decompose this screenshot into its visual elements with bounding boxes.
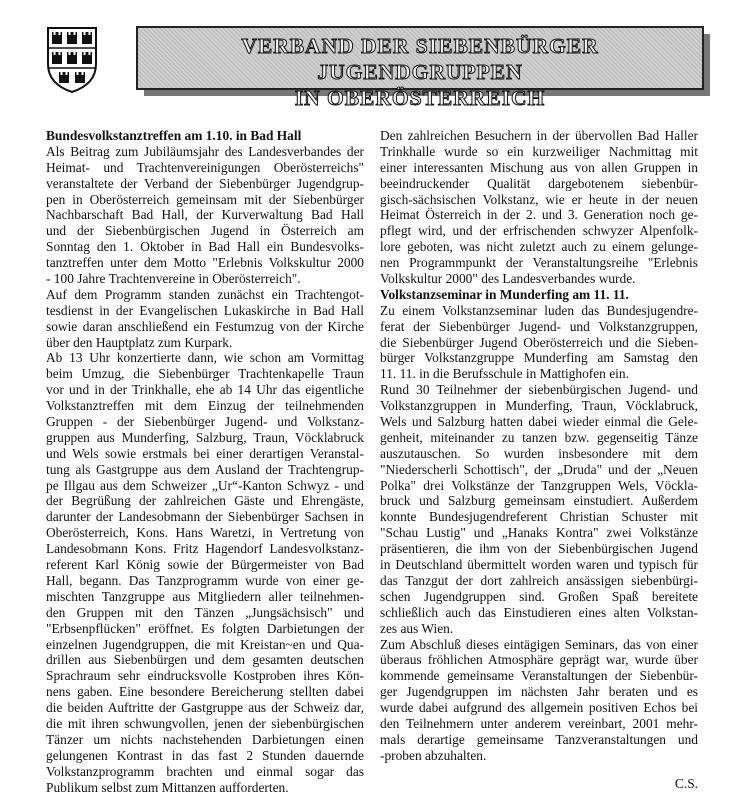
text-line: Volkstanzprogramm brachten und einmal sogar das	[46, 763, 364, 779]
text-line: tung als Gastgruppe aus dem Ausland der Trachtengrup-	[46, 461, 364, 477]
text-line: beeindruckender Qualität dargebotenem siebenbür-	[380, 175, 698, 191]
text-line: einer interessanten Mischung aus von allen Gruppen in	[380, 159, 698, 175]
text-line: "Niederscherli Schottisch", der „Druda" und der „Neuen	[380, 461, 698, 477]
section-heading: Volkstanzseminar in Munderfing am 11. 11.	[380, 286, 629, 302]
text-line: tesdienst in der Evangelischen Lukaskirche in Bad Hall	[46, 302, 364, 318]
text-line: gelungenen Kontrast in das fast 2 Stunden dauernde	[46, 747, 364, 763]
author-signature: C.S.	[674, 775, 698, 791]
text-line: Polka" drei Volkstänze der Tanzgruppen Wels, Vöckla-	[380, 477, 698, 493]
text-line: Auf dem Programm standen zunächst ein Trachtengot-	[46, 286, 364, 302]
text-line: ferat der Siebenbürger Jugend- und Volkstanzgruppen,	[380, 318, 698, 334]
text-line: vor und in der Trinkhalle, ehe ab 14 Uhr das eigentliche	[46, 382, 364, 398]
text-line: Oberösterreich, Kons. Hans Waretzi, in Vertretung von	[46, 525, 364, 541]
text-line: die mit ihren schwungvollen, jenen der siebenbürgischen	[46, 715, 364, 731]
text-line: ger Jugendgruppen im nächsten Jahr beraten und es	[380, 684, 698, 700]
text-line: die Siebenbürger Jugend Oberösterreich und die Sieben-	[380, 334, 698, 350]
text-line: lore geboten, was nicht zuletzt auch zu einem gelunge-	[380, 239, 698, 255]
text-line: Publikum selbst zum Mittanzen aufforderten.	[46, 779, 289, 795]
text-line: Wels und Salzburg hatten dabei wieder einmal die Gele-	[380, 414, 698, 430]
text-line: Sprachraum sehr eindrucksvolle Kostproben ihres Kön-	[46, 668, 364, 684]
right-text-column	[380, 128, 698, 792]
text-line: gruppen aus Munderfing, Salzburg, Traun, Vöcklabruck	[46, 429, 364, 445]
text-line: Den zahlreichen Besuchern in der übervollen Bad Haller	[380, 128, 698, 143]
text-line: präsentieren, die ihm von der Siebenbürgischen Jugend	[380, 541, 698, 557]
text-line: schließlich auch das Einstudieren eines alten Volkstan-	[380, 604, 698, 620]
text-line: Zu einem Volkstanzseminar luden das Bundesjugendre-	[380, 302, 698, 318]
text-line: Sonntag den 1. Oktober in Bad Hall ein Bundesvolks-	[46, 239, 364, 255]
text-line: den Teilnehmern unter anderem vereinbart, 2001 mehr-	[380, 715, 698, 731]
text-line: Zum Abschluß dieses eintägigen Seminars, das von einer	[380, 636, 698, 652]
text-line: Nachbarschaft Bad Hall, der Kurverwaltung Bad Hall	[46, 207, 364, 223]
text-line: referent Karl König sowie der Bürgermeister von Bad	[46, 557, 364, 573]
text-line: nen Programmpunkt der Veranstaltungsreihe "Erlebnis	[380, 255, 698, 271]
text-line: nens gaben. Eine besondere Bereicherung stellten dabei	[46, 684, 364, 700]
text-line: sowie daran anschließend ein Festumzug von der Kirche	[46, 318, 364, 334]
text-line: der Begrüßung der zahlreichen Gäste und Ehrengäste,	[46, 493, 364, 509]
text-line: Volkstanzgruppen in Munderfing, Traun, Vöcklabruck,	[380, 398, 698, 414]
text-line: pe Illgau aus dem Schweizer „Ur“-Kanton Schwyz - und	[46, 477, 364, 493]
section-heading: Bundesvolkstanztreffen am 1.10. in Bad Hall	[46, 128, 302, 143]
text-line: Gruppen - der Siebenbürger Jugend- und Volkstanz-	[46, 414, 364, 430]
text-line: bürger Volkstanzgruppe Munderfing am Samstag den	[380, 350, 698, 366]
text-line: pen in Oberösterreich gemeinsam mit der Siebenbürger	[46, 191, 364, 207]
text-line: Ab 13 Uhr konzertierte dann, wie schon am Vormittag	[46, 350, 364, 366]
text-line: beim Umzug, die Siebenbürger Trachtenkapelle Traun	[46, 366, 364, 382]
text-line: einzelnen Jugendgruppen, die mit Kreistan~en und Qua-	[46, 636, 364, 652]
text-line: die beiden Auftritte der Gastgruppe aus der Schweiz dar,	[46, 700, 364, 716]
text-line: schen Jugendgruppen sind. Großen Spaß bereitete	[380, 588, 698, 604]
title-banner	[136, 26, 704, 110]
text-line: drillen aus Siebenbürgen und dem gesamten deutschen	[46, 652, 364, 668]
text-line: veranstaltete der Verband der Siebenbürger Jugendgrup-	[46, 175, 364, 191]
text-line: überaus fröhlichen Atmosphäre geprägt war, wurde über	[380, 652, 698, 668]
text-line: 11. 11. in die Berufsschule in Mattighofen ein.	[380, 366, 629, 382]
banner-title-line-1: VERBAND DER SIEBENBÜRGER JUGENDGRUPPEN	[241, 34, 599, 84]
text-line: Als Beitrag zum Jubiläumsjahr des Landesverbandes der	[46, 143, 364, 159]
text-line: wurde dabei aufgrund des allgemein positiven Echos bei	[380, 700, 698, 716]
text-line: "Schau Lustig" und „Hanaks Kontra" zwei Volkstänze	[380, 525, 698, 541]
banner-title-line-2: IN OBERÖSTERREICH	[294, 86, 546, 110]
text-line: und der Siebenbürgischen Jugend in Österreich am	[46, 223, 364, 239]
text-line: in Deutschland übermittelt worden waren und typisch für	[380, 557, 698, 573]
text-line: Rund 30 Teilnehmer der siebenbürgischen Jugend- und	[380, 382, 698, 398]
text-line: das Tanzgut der dort zahlreich ansässigen siebenbürgi-	[380, 572, 698, 588]
text-line: -proben abzuhalten.	[380, 747, 487, 763]
text-line: Volkskultur 2000" des Landesverbandes wurde.	[380, 271, 636, 287]
text-line: Heimat- und Trachtenvereinigungen Oberösterreichs"	[46, 159, 364, 175]
text-line: den Gruppen mit den Tänzen „Jungsächsisch" und	[46, 604, 364, 620]
text-line: Tänzer um nichts nachstehenden Darbietungen einen	[46, 731, 364, 747]
text-line: über den Hauptplatz zum Kurpark.	[46, 334, 233, 350]
text-line: Volkstanztreffen mit dem Einzug der teilnehmenden	[46, 398, 364, 414]
text-line: auszutauschen. So wurden insbesondere mit dem	[380, 445, 698, 461]
text-line: darunter der Landesobmann der Siebenbürger Sachsen in	[46, 509, 364, 525]
text-line: mals derartige gemeinsame Tanzveranstaltungen und	[380, 731, 698, 747]
text-line: genheit, miteinander zu tanzen bzw. gegenseitig Tänze	[380, 429, 698, 445]
text-line: und Wels sowie erstmals bei einer derartigen Veranstal-	[46, 445, 364, 461]
text-line: Trinkhalle wurde so ein kurzweiliger Nachmittag mit	[380, 143, 698, 159]
text-line: tanztreffen unter dem Motto "Erlebnis Volkskultur 2000	[46, 255, 364, 271]
text-line: "Erbsenpflücken" eröffnet. Es folgten Darbietungen der	[46, 620, 364, 636]
text-line: bruck und Salzburg gemeinsam einstudiert. Außerdem	[380, 493, 698, 509]
text-line: zes aus Wien.	[380, 620, 454, 636]
text-line: Landesobmann Kons. Fritz Hagendorf Landesvolkstanz-	[46, 541, 364, 557]
left-text-column	[46, 128, 364, 795]
text-line: mischten Tanzgruppe aus Mitgliedern aller teilnehmen-	[46, 588, 364, 604]
text-line: konnte Bundesjugendreferent Christian Schuster mit	[380, 509, 698, 525]
text-line: kommende gemeinsame Veranstaltungen der Siebenbür-	[380, 668, 698, 684]
text-line: gisch-sächsischen Volkstanz, wie er heute in der neuen	[380, 191, 698, 207]
text-line: pflegt wird, und der erfrischenden schwyzer Alpenfolk-	[380, 223, 698, 239]
text-line: Heimat Österreich in der 2. und 3. Generation noch ge-	[380, 207, 698, 223]
text-line: - 100 Jahre Trachtenvereine in Oberösterreich".	[46, 271, 301, 287]
text-line: Hall, begann. Das Tanzprogramm wurde von einer ge-	[46, 572, 364, 588]
coat-of-arms-icon	[46, 26, 98, 94]
